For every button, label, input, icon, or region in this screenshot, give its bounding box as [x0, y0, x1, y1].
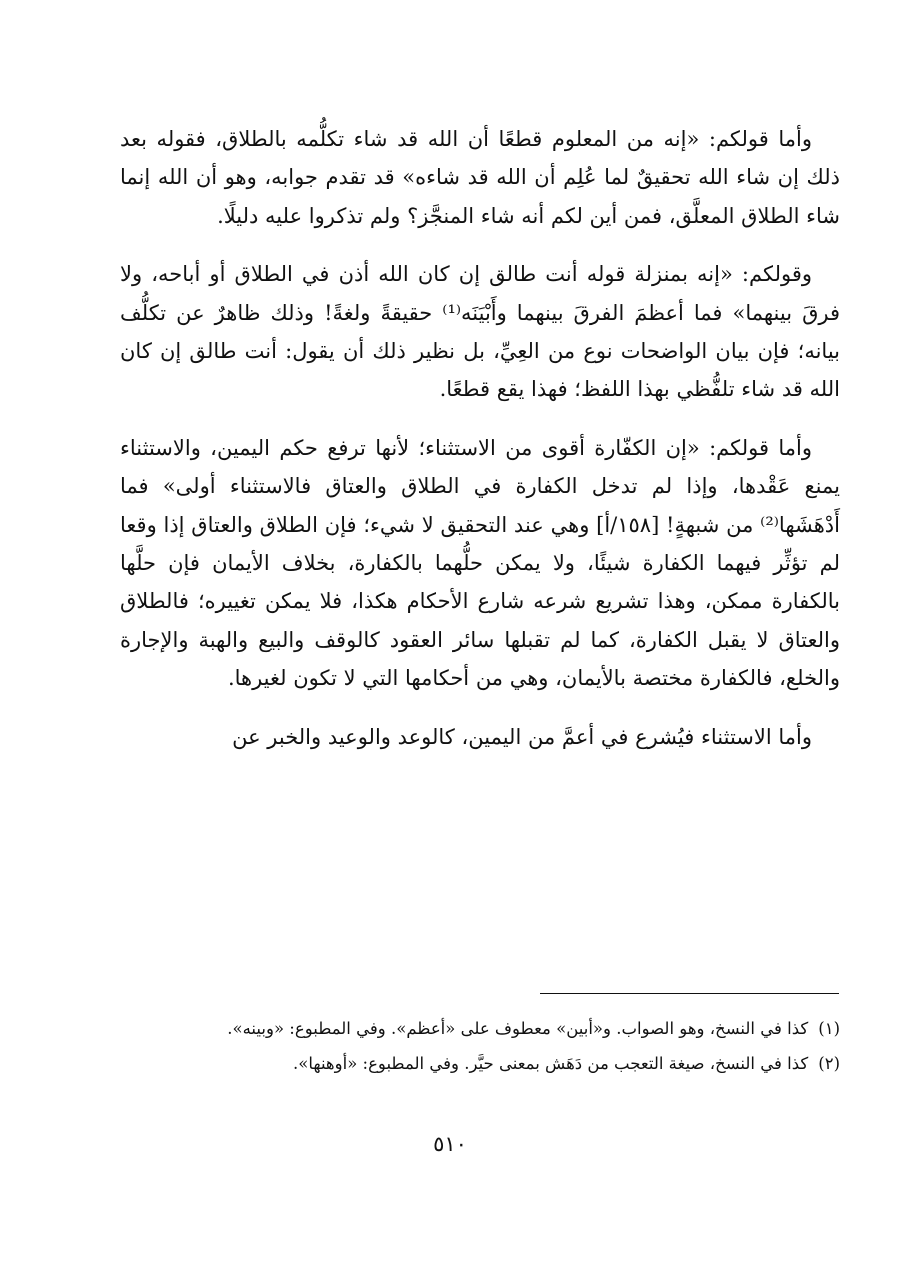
footnote-1-text: كذا في النسخ، وهو الصواب. و«أبين» معطوف على «أعظم». وفي المطبوع: «وبينه». — [227, 1019, 809, 1038]
main-text — [120, 120, 840, 776]
footnote-2-text: كذا في النسخ، صيغة التعجب من دَهَش بمعنى حيَّر. وفي المطبوع: «أوهنها». — [292, 1054, 809, 1073]
paragraph-2: وقولكم: «إنه بمنزلة قوله أنت طالق إن كان الله أذن في الطلاق أو أباحه، ولا فرقَ بينهما» فما أعظمَ الفرقَ بينهما وأَبْيَنَه⁽¹⁾ حقيقةً ولغةً! وذلك ظاهرٌ عن تكلُّف بيانه؛ فإن بيان الواضحات نوع من العِيِّ، بل نظير ذلك أن يقول: أنت طالق إن كان الله قد شاء تلفُّظي بهذا اللفظ؛ فهذا يقع قطعًا. — [120, 262, 840, 402]
footnote-2 — [120, 1047, 840, 1080]
footnote-1-number: (١) — [818, 1019, 840, 1038]
footnotes — [120, 1012, 840, 1082]
paragraph-4: وأما الاستثناء فيُشرع في أعمَّ من اليمين، كالوعد والوعيد والخبر عن — [232, 724, 812, 749]
paragraph-3: وأما قولكم: «إن الكفّارة أقوى من الاستثناء؛ لأنها ترفع حكم اليمين، والاستثناء يمنع عَقْدها، وإذا لم تدخل الكفارة في الطلاق والعتاق فالاستثناء أولى» فما أَدْهَشَها⁽²⁾ من شبهةٍ! [١٥٨/أ] وهي عند التحقيق لا شيء؛ فإن الطلاق والعتاق إذا وقعا لم تؤثِّر فيهما الكفارة شيئًا، ولا يمكن حلُّهما بالكفارة، بخلاف الأيمان فإن حلَّها بالكفارة ممكن، وهذا تشريع شرعه شارع الأحكام هكذا، فلا يمكن تغييره؛ فالطلاق والعتاق لا يقبل الكفارة، كما لم تقبلها سائر العقود كالوقف والبيع والهبة والإجارة والخلع، فالكفارة مختصة بالأيمان، وهي من أحكامها التي لا تكون لغيرها. — [120, 435, 840, 691]
footnote-1 — [120, 1012, 840, 1045]
paragraph-1: وأما قولكم: «إنه من المعلوم قطعًا أن الله قد شاء تكلُّمه بالطلاق، فقوله بعد ذلك إن شاء الله تحقيقٌ لما عُلِم أن الله قد شاءه» قد تقدم جوابه، وهو أن الله إنما شاء الطلاق المعلَّق، فمن أين لكم أنه شاء المنجَّز؟ ولم تذكروا عليه دليلًا. — [120, 127, 840, 228]
footnote-divider — [540, 993, 839, 994]
page-number: ٥١٠ — [433, 1132, 467, 1156]
footnote-2-number: (٢) — [818, 1054, 840, 1073]
